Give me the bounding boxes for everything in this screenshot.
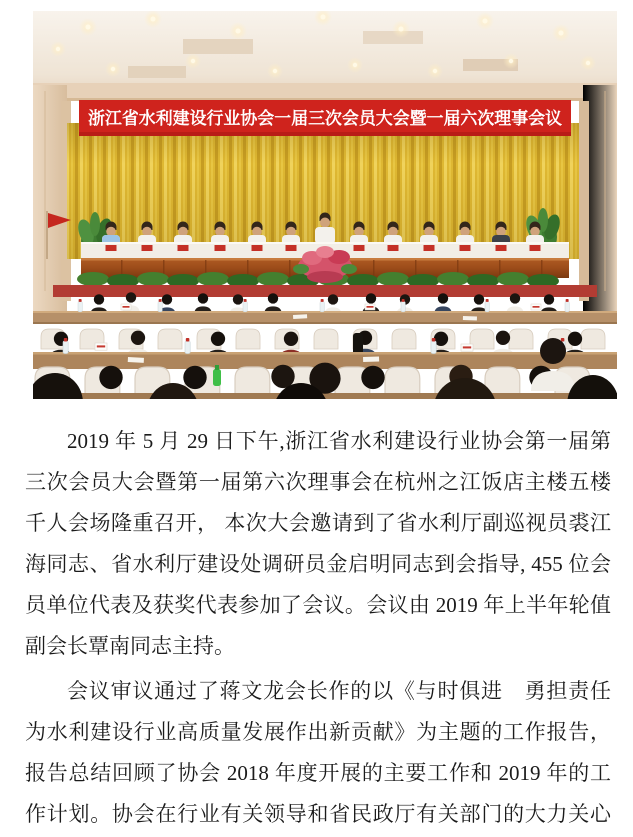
text-line: 作计划。协会在行业有关领导和省民政厅有关部门的大力关心 (25, 802, 611, 826)
text-line: 三次会员大会暨第一届第六次理事会在杭州之江饭店主楼五楼 (25, 470, 611, 494)
paragraph-2 (25, 671, 611, 835)
conference-banner (79, 100, 571, 136)
text-line: 报告总结回顾了协会 2018 年度开展的主要工作和 2019 年的工 (25, 761, 611, 785)
article-body (25, 421, 611, 835)
ceiling (33, 11, 617, 101)
text-line: 员单位代表及获奖代表参加了会议。会议由 2019 年上半年轮值 (25, 593, 611, 617)
text-line: 会议审议通过了蒋文龙会长作的以《与时俱进 勇担责任 (67, 679, 611, 703)
audience (33, 292, 617, 399)
text-line: 2019 年 5 月 29 日下午,浙江省水利建设行业协会第一届第 (67, 429, 611, 453)
text-line: 副会长覃南同志主持。 (25, 634, 235, 658)
green-bottle (213, 369, 221, 386)
text-line: 千人会场隆重召开， 本次大会邀请到了省水利厅副巡视员裘江 (25, 511, 611, 535)
text-line: 海同志、省水利厅建设处调研员金启明同志到会指导, 455 位会 (25, 552, 611, 576)
text-line: 为水利建设行业高质量发展作出新贡献》为主题的工作报告， (25, 720, 611, 744)
paragraph-1 (25, 421, 611, 667)
banner-text: 浙江省水利建设行业协会一届三次会员大会暨一届六次理事会议 (88, 109, 564, 128)
conference-photo (33, 11, 617, 399)
